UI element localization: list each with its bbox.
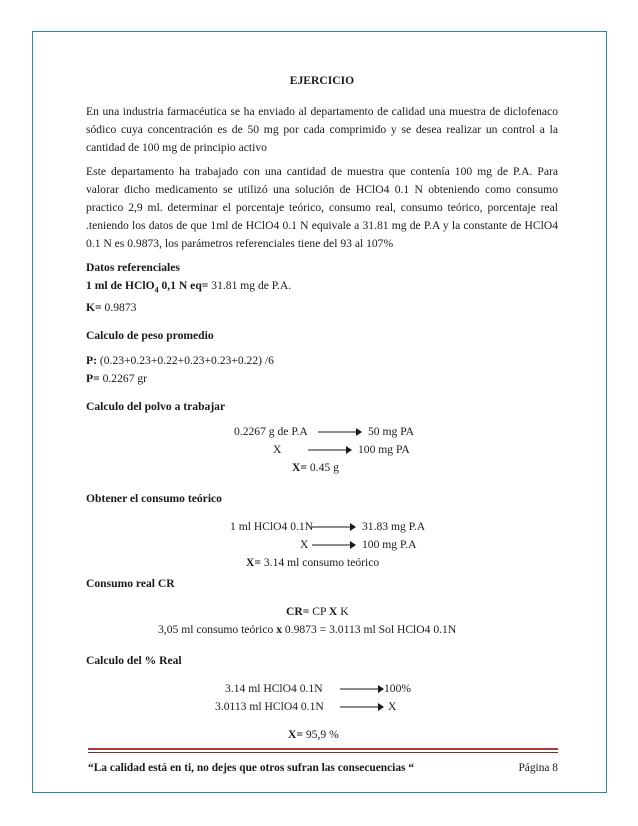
heading-peso: Calculo de peso promedio — [86, 329, 214, 343]
arrow-right-icon — [312, 540, 356, 550]
heading-teorico: Obtener el consumo teórico — [86, 492, 222, 506]
arrow-right-icon — [318, 427, 362, 437]
p2-value: 0.2267 gr — [99, 372, 148, 386]
page-title: EJERCICIO — [289, 74, 355, 87]
polvo-r1-left: 0.2267 g de P.A — [234, 425, 308, 439]
pct-res-label: X= — [288, 728, 303, 742]
porcentaje-row-2 — [86, 698, 558, 716]
teorico-row-2 — [86, 536, 558, 554]
teorico-result — [86, 554, 558, 572]
heading-polvo: Calculo del polvo a trabajar — [86, 400, 226, 414]
pct-res-value: 95,9 % — [302, 728, 339, 742]
pct-r1-right: 100% — [384, 682, 412, 696]
porcentaje-row-1 — [86, 680, 558, 698]
p2-label: P= — [86, 372, 100, 386]
eq-label-post: 0,1 N eq= — [158, 279, 209, 292]
arrow-right-icon — [340, 684, 384, 694]
k-label: K= — [86, 301, 102, 315]
polvo-r2-left: X — [273, 443, 282, 457]
teorico-res-label: X= — [246, 556, 261, 570]
k-value: 0.9873 — [101, 301, 137, 315]
polvo-row-1 — [86, 423, 558, 441]
eq-value: 31.81 mg de P.A. — [208, 279, 292, 292]
p-label: P: — [86, 354, 97, 368]
polvo-row-2 — [86, 441, 558, 459]
p-formula: (0.23+0.23+0.22+0.23+0.23+0.22) /6 — [96, 354, 274, 368]
teorico-row-1 — [86, 518, 558, 536]
polvo-r1-right: 50 mg PA — [368, 425, 414, 439]
datos-k — [86, 299, 558, 317]
teorico-res-value: 3.14 ml consumo teórico — [260, 556, 380, 570]
teorico-r2-left: X — [300, 538, 309, 552]
pct-r1-left: 3.14 ml HClO4 0.1N — [225, 682, 323, 696]
teorico-r1-left: 1 ml HClO4 0.1N — [230, 520, 314, 534]
calc-post: 0.9873 = 3.0113 ml Sol HClO4 0.1N — [281, 623, 457, 637]
calc-x: x — [276, 623, 282, 637]
arrow-right-icon — [308, 445, 352, 455]
datos-equivalence — [86, 277, 558, 299]
polvo-r2-right: 100 mg PA — [358, 443, 410, 457]
arrow-right-icon — [340, 702, 384, 712]
document-body — [86, 72, 558, 744]
teorico-r2-right: 100 mg P.A — [362, 538, 417, 552]
cr-x: X — [328, 605, 338, 619]
teorico-r1-right: 31.83 mg P.A — [362, 520, 426, 534]
footer-rule — [88, 748, 558, 753]
heading-real: Consumo real CR — [86, 577, 175, 591]
polvo-res-value: 0.45 g — [306, 461, 339, 475]
cr-cp: CP — [309, 605, 329, 619]
eq-label-pre: 1 ml de HClO — [86, 279, 155, 292]
paragraph-problem: Este departamento ha trabajado con una cantidad de muestra que contenía 100 mg de P.A. Para valorar dicho medicamento se utilizó una solución de HClO4 0.1 N obteniendo como consumo practico 2,9 ml. determinar el porcentaje teórico, consumo real, consumo teórico, porcentaje real .teniendo los datos de que 1ml de HClO4 0.1 N equivale a 31.81 mg de P.A y la constante de HClO4 0.1 N es 0.9873, los parámetros referenciales tiene del 93 al 107% — [86, 165, 558, 250]
heading-porcentaje: Calculo del % Real — [86, 654, 182, 668]
paragraph-intro: En una industria farmacéutica se ha enviado al departamento de calidad una muestra de diclofenaco sódico cuya concentración es de 50 mg por cada comprimido y se desea realizar un control a la cantidad de 100 mg de principio activo — [86, 105, 558, 154]
calc-pre: 3,05 ml consumo teórico — [158, 623, 277, 637]
pct-r2-left: 3.0113 ml HClO4 0.1N — [215, 700, 324, 714]
eq-label — [86, 279, 209, 295]
cr-label: CR= — [286, 605, 310, 619]
polvo-result — [86, 459, 558, 477]
arrow-right-icon — [312, 522, 356, 532]
cr-k: K — [337, 605, 349, 619]
real-calc — [86, 621, 558, 639]
porcentaje-result — [86, 726, 558, 744]
eq-subscript: 4 — [154, 285, 159, 295]
page-number: Página 8 — [518, 762, 558, 774]
polvo-res-label: X= — [292, 461, 307, 475]
peso-formula — [86, 352, 558, 370]
real-formula — [86, 603, 558, 621]
pct-r2-right: X — [388, 700, 397, 714]
peso-result — [86, 370, 558, 388]
heading-datos: Datos referenciales — [86, 261, 180, 274]
footer-quote: “La calidad está en ti, no dejes que otros sufran las consecuencias “ — [88, 762, 415, 774]
